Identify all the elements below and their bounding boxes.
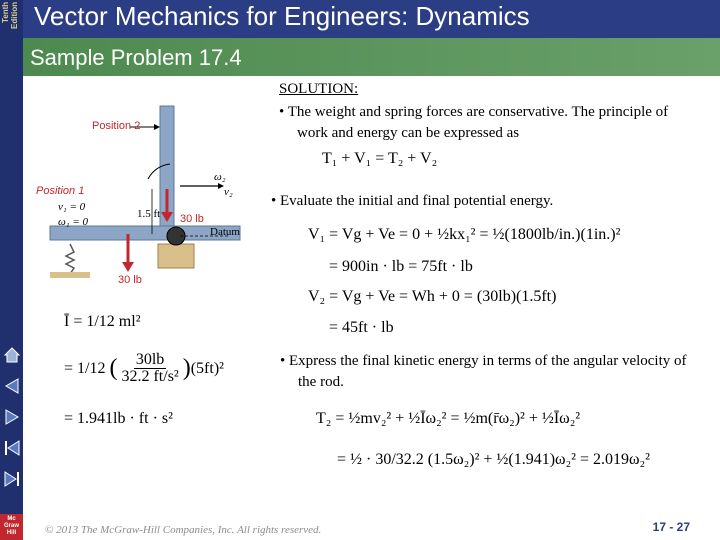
mcgraw-hill-logo: Mc Graw Hill [0,514,23,540]
v2-label: v₂ [224,186,233,198]
edition-label: Tenth Edition [1,2,19,30]
ibar-result: = 1.941lb · ft · s² [64,410,173,427]
spring-base [50,272,90,278]
rod-spring-figure [30,84,270,294]
ibar-weight: 30lb [135,351,165,368]
ibar-length-term: (5ft)² [190,359,224,377]
v1-part-a: V₁ = Vg + Ve = 0 + [308,226,438,243]
datum-label: Datum [210,226,240,238]
page-number: 17 - 27 [652,520,690,534]
next-icon[interactable] [0,403,23,431]
page-title: Vector Mechanics for Engineers: Dynamics [34,1,530,31]
bullet-conservative: • The weight and spring forces are conservative. The principle of work and energy can be expressed as [279,104,669,141]
v1-result: = 900in · lb = 75ft · lb [329,258,473,275]
v1-label: v₁ = 0 [58,201,86,213]
weight-label: 30 lb [118,274,142,286]
last-slide-icon[interactable] [0,465,23,493]
t2-equation: T₂ = ½mv₂² + ½Īω₂² = ½m(r̄ω₂)² + ½Īω₂² [316,410,581,427]
v2-equation: V₂ = Vg + Ve = Wh + 0 = (30lb)(1.5ft) [308,288,557,305]
ibar-formula: Ī = 1/12 ml² [64,313,141,330]
ibar-gravity: 32.2 ft/s² [121,368,179,385]
v1-part-b: ½ [437,226,450,243]
bullet-potential-energy: • Evaluate the initial and final potential energy. [271,193,554,209]
v1-equation [308,226,620,244]
t2-result: = ½ · 30/32.2 (1.5ω₂)² + ½(1.941)ω₂² = 2.019ω₂² [337,451,650,468]
copyright: © 2013 The McGraw-Hill Companies, Inc. All rights reserved. [45,524,322,536]
spring-force-label: 30 lb [180,213,204,225]
height-label: 1.5 ft [137,208,161,220]
v1-part-d: ½(1800lb/in.)(1in.)² [492,226,621,243]
pivot-support [158,244,194,268]
v1-part-c: kx₁² = [449,226,493,243]
position-1-label: Position 1 [36,185,85,197]
ibar-mass-fraction [119,352,180,385]
omega2-label: ω₂ [214,171,226,183]
work-energy-equation: T₁ + V₁ = T₂ + V₂ [322,150,438,167]
omega1-label: ω₁ = 0 [58,216,89,228]
spring [66,244,74,274]
previous-icon[interactable] [0,372,23,400]
v2-result: = 45ft · lb [329,319,394,336]
bullet-kinetic-energy: • Express the final kinetic energy in terms of the angular velocity of the rod. [280,353,687,390]
first-slide-icon[interactable] [0,434,23,462]
home-icon[interactable] [0,341,23,369]
ibar-coeff: = 1/12 [64,359,106,377]
solution-heading: SOLUTION: [279,81,359,97]
ibar-substitution: = 1/12 ( $\frac{30lb}{\text{32.2 ft/s²}}$ ) (5ft)² [64,351,224,385]
position-2-label: Position 2 [92,120,141,132]
page-subtitle: Sample Problem 17.4 [30,45,242,70]
